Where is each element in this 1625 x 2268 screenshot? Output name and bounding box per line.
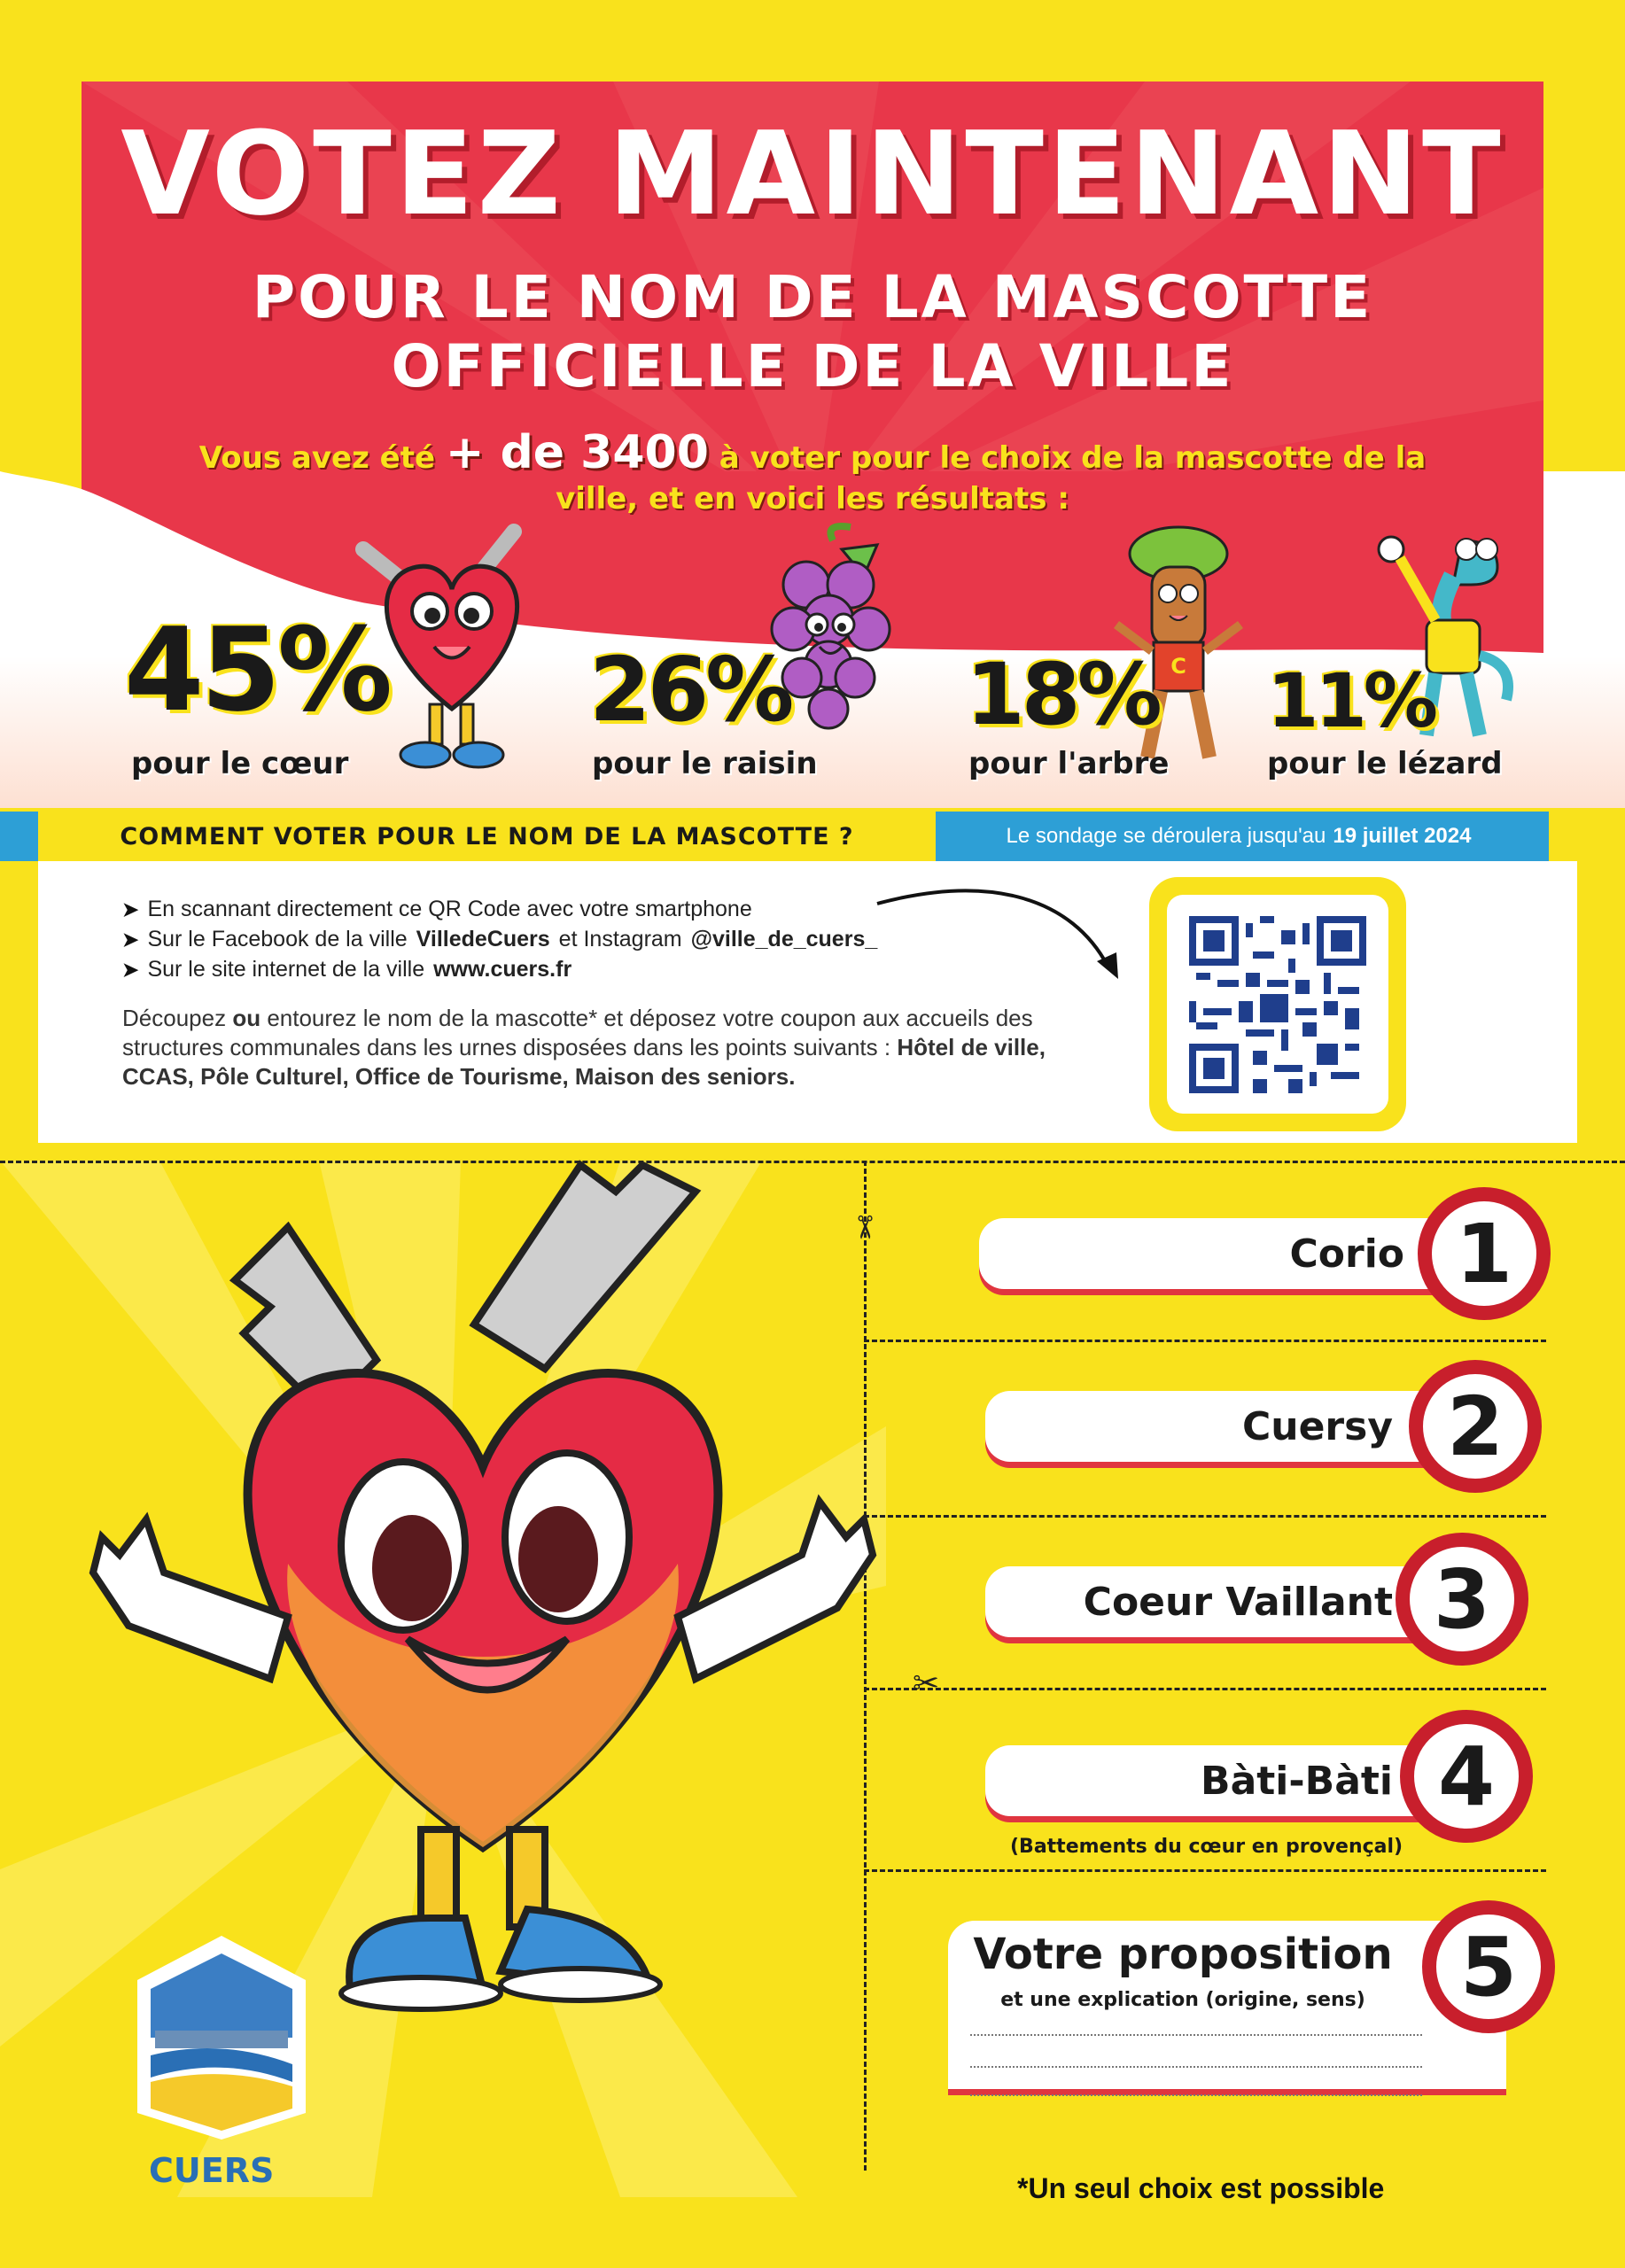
bullet-social-mid: et Instagram — [558, 927, 682, 951]
logo-text: CUERS — [149, 2151, 275, 2190]
header-banner — [82, 82, 1543, 471]
svg-text:C: C — [1170, 654, 1186, 679]
bullet-qr-text: En scannant directement ce QR Code avec votre smartphone — [147, 897, 752, 921]
coupon-text-or: ou — [232, 1005, 261, 1031]
result-percent-grape: 26% — [589, 638, 791, 742]
cuers-logo-icon — [133, 1931, 310, 2144]
deadline-prefix: Le sondage se déroulera jusqu'au — [1006, 824, 1326, 848]
bullet-social-prefix: Sur le Facebook de la ville — [147, 927, 408, 951]
qr-code[interactable] — [1167, 895, 1388, 1114]
proposal-line-1[interactable] — [970, 2034, 1422, 2036]
choice-1-number: 1 — [1418, 1187, 1551, 1320]
coupon-places: Hôtel de ville, CCAS, Pôle Culturel, Office de Tourisme, Maison des seniors. — [122, 1034, 1046, 1090]
subtitle-line-2: OFFICIELLE DE LA VILLE — [391, 332, 1234, 400]
choice-3-number: 3 — [1396, 1533, 1528, 1666]
coupon-instructions — [122, 1004, 1053, 1091]
bullet-website — [122, 957, 571, 983]
result-label-grape: pour le raisin — [592, 746, 818, 781]
result-percent-tree: 18% — [966, 645, 1159, 744]
choice-3-box[interactable]: Coeur Vaillant — [985, 1566, 1428, 1637]
chevron-icon: ➤ — [122, 928, 139, 951]
qr-code-frame[interactable] — [1149, 877, 1406, 1131]
choice-2-number: 2 — [1409, 1360, 1542, 1493]
choice-4-box[interactable]: Bàti-Bàti — [985, 1745, 1428, 1816]
result-label-heart: pour le cœur — [131, 746, 349, 781]
choice-5-note: et une explication (origine, sens) — [1000, 1989, 1365, 2011]
votes-suffix: à voter pour le choix de la mascotte de la — [719, 440, 1427, 476]
chevron-icon: ➤ — [122, 958, 139, 981]
choice-5-title: Votre proposition — [973, 1930, 1393, 1979]
choice-5-number: 5 — [1422, 1900, 1555, 2033]
arrow-icon — [868, 882, 1134, 988]
bullet-website-prefix: Sur le site internet de la ville — [147, 957, 425, 982]
result-label-lizard: pour le lézard — [1267, 746, 1503, 781]
chevron-icon: ➤ — [122, 897, 139, 920]
bullet-qr — [122, 897, 752, 922]
cut-line-4 — [864, 1869, 1546, 1872]
instagram-link[interactable]: @ville_de_cuers_ — [690, 927, 878, 951]
choice-1-box[interactable]: Corio — [979, 1218, 1440, 1289]
result-percent-heart: 45% — [124, 602, 390, 737]
choice-4-number: 4 — [1400, 1710, 1533, 1843]
cut-line-2 — [864, 1515, 1546, 1518]
howto-heading: COMMENT VOTER POUR LE NOM DE LA MASCOTTE ? — [38, 812, 936, 861]
bullet-social — [122, 927, 877, 952]
choice-2-box[interactable]: Cuersy — [985, 1391, 1428, 1462]
facebook-link[interactable]: VilledeCuers — [416, 927, 550, 951]
deadline-banner — [936, 812, 1549, 861]
result-percent-lizard: 11% — [1267, 657, 1435, 744]
subtitle-line-1: POUR LE NOM DE LA MASCOTTE — [252, 263, 1373, 331]
footnote: *Un seul choix est possible — [1017, 2172, 1385, 2204]
result-label-tree: pour l'arbre — [968, 746, 1170, 781]
votes-prefix: Vous avez été — [198, 440, 436, 476]
votes-text — [82, 426, 1543, 519]
votes-count: + de 3400 — [445, 426, 709, 479]
coupon-text-2: entourez le nom de la mascotte* et déposez votre coupon aux accueils des structures communales dans les urnes disposées dans les points suivants : — [122, 1005, 1033, 1060]
website-link[interactable]: www.cuers.fr — [433, 957, 572, 982]
votes-line-2: ville, et en voici les résultats : — [556, 481, 1069, 517]
proposal-line-2[interactable] — [970, 2066, 1422, 2068]
proposal-line-3[interactable] — [970, 2094, 1422, 2096]
qr-code-icon — [1189, 916, 1366, 1093]
heart-mascot-large — [84, 1121, 882, 2024]
cut-line-1 — [864, 1340, 1546, 1342]
coupon-text-1: Découpez — [122, 1005, 227, 1031]
main-title: VOTEZ MAINTENANT — [121, 106, 1504, 241]
howto-bar-accent — [0, 812, 38, 861]
scissors-icon: ✂ — [913, 1666, 940, 1702]
deadline-date: 19 juillet 2024 — [1333, 824, 1472, 848]
scissors-icon: ✂ — [845, 1214, 882, 1241]
choice-4-note: (Battements du cœur en provençal) — [1010, 1836, 1403, 1858]
cut-line-3 — [864, 1688, 1546, 1690]
